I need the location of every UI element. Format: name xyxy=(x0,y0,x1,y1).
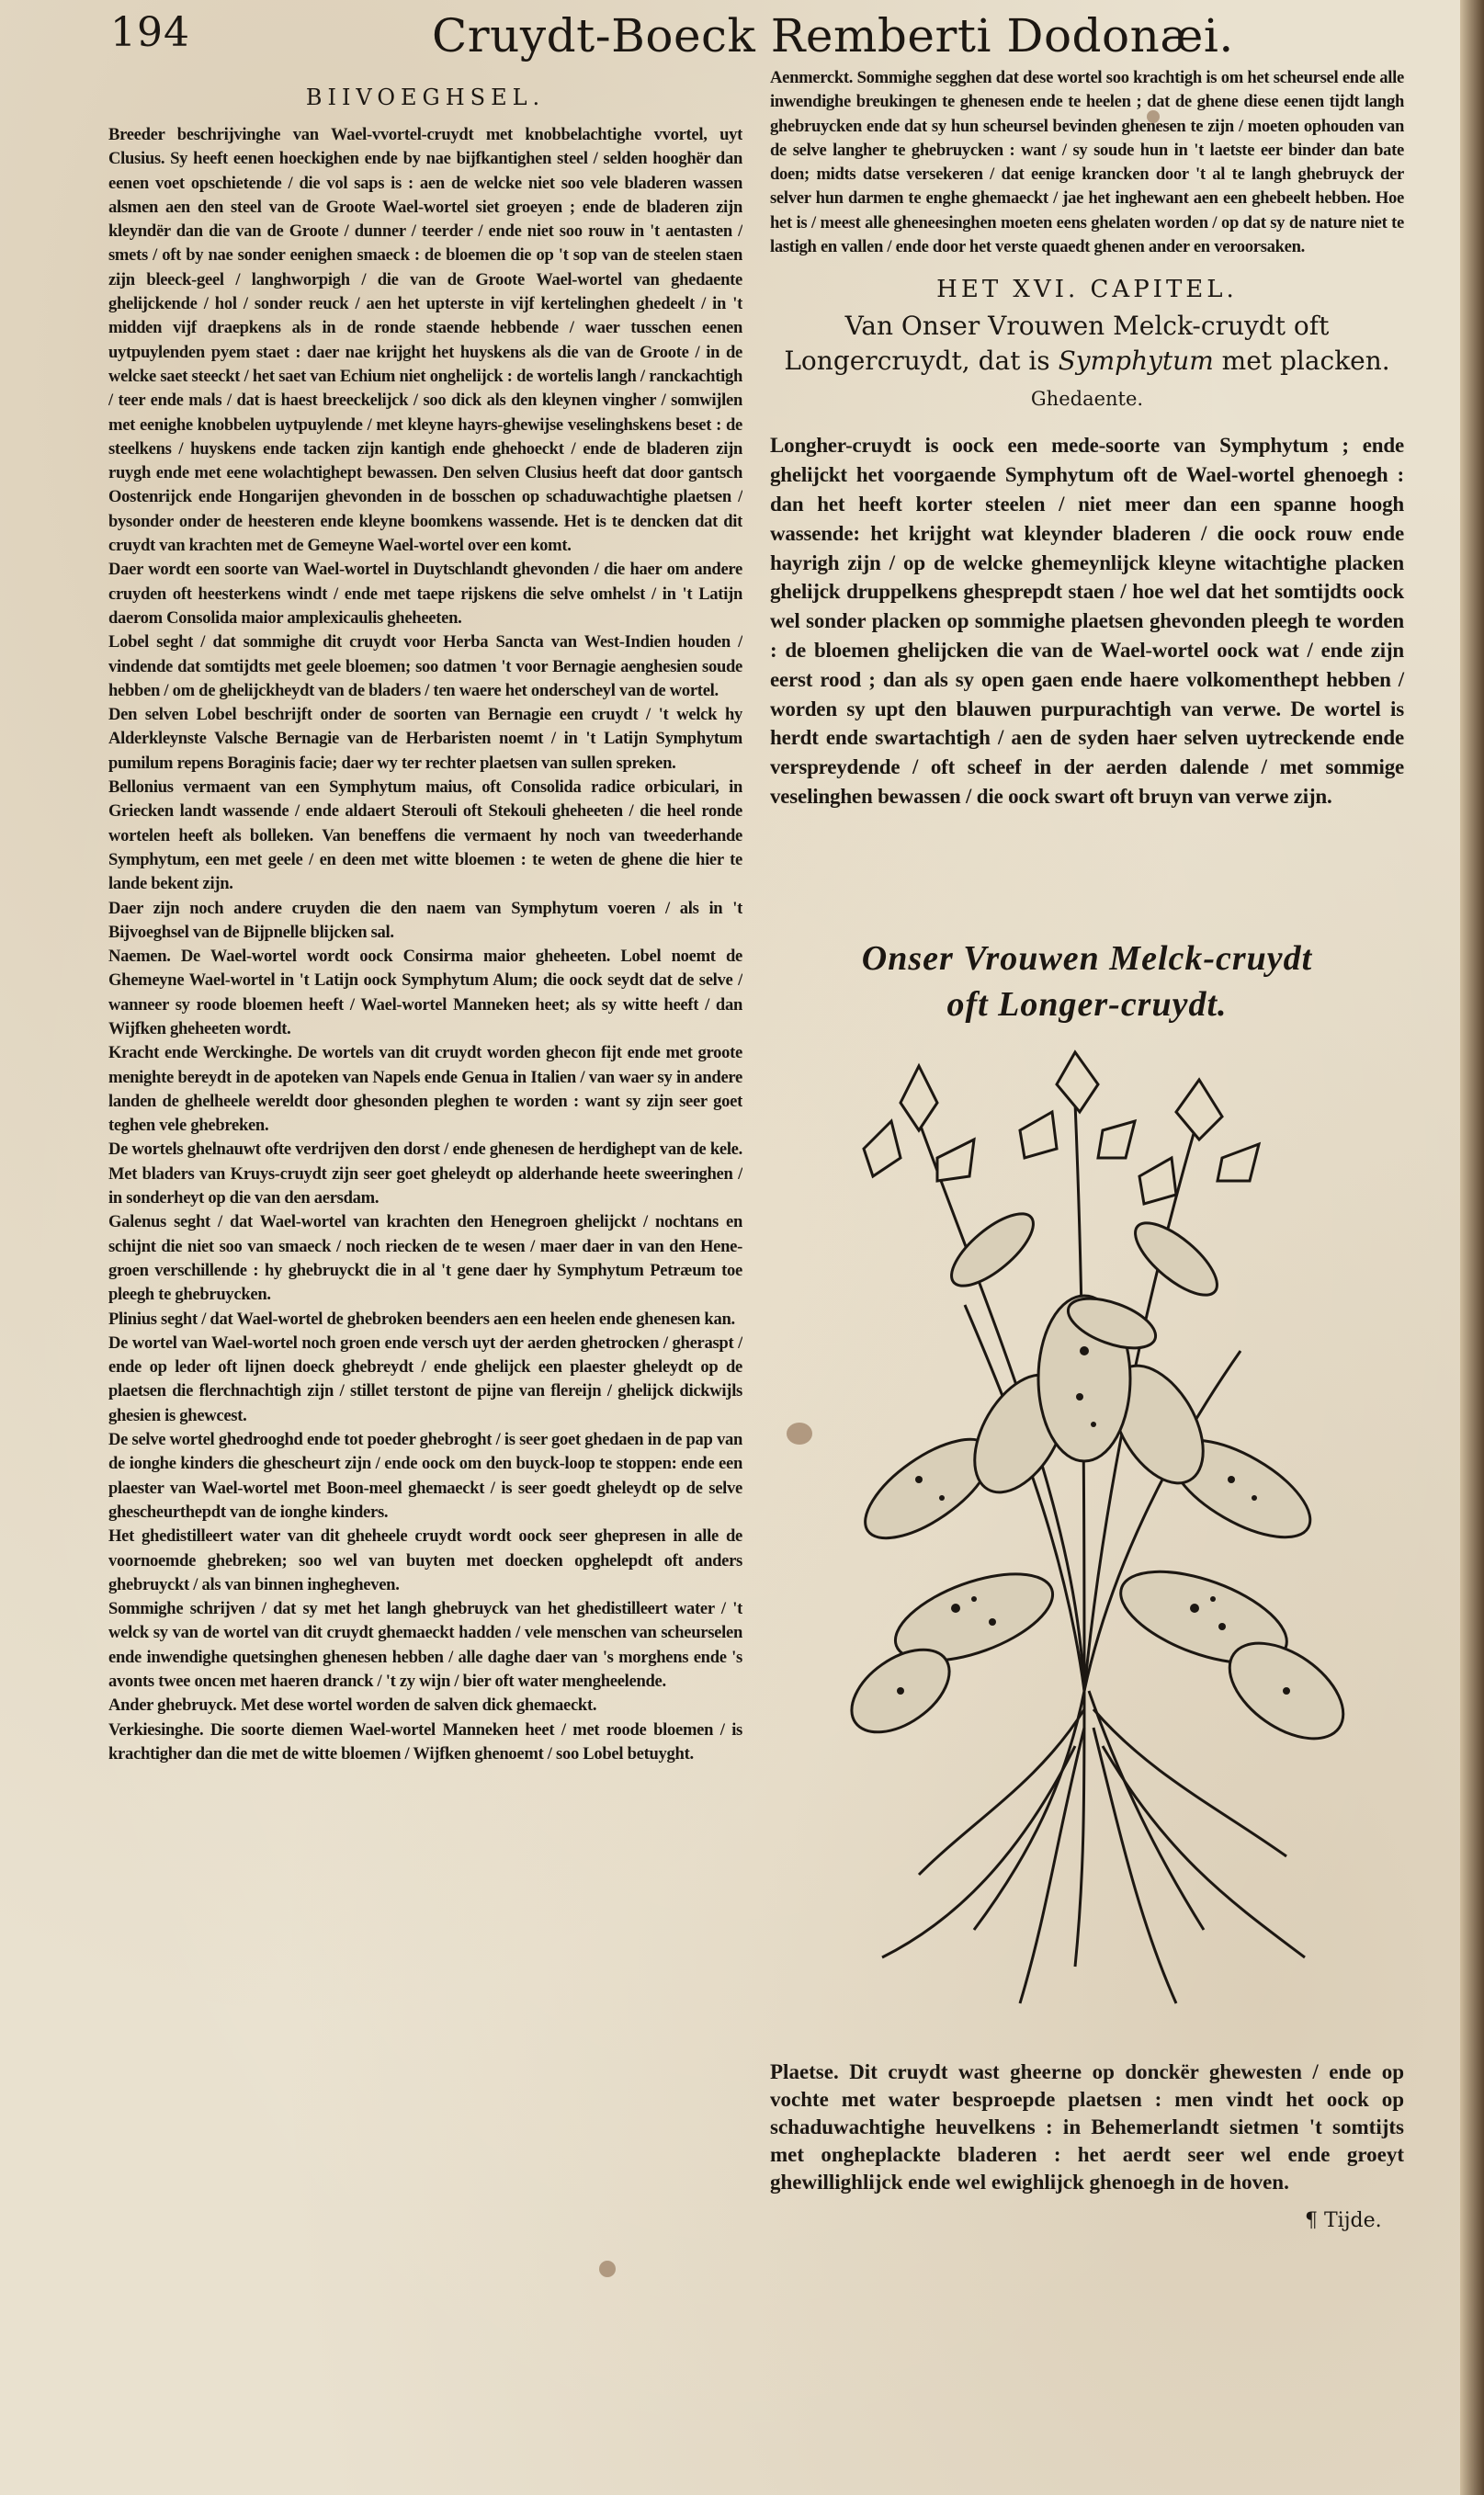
left-paragraph: De wortels ghelnauwt ofte verdrijven den dorst / ende ghenesen de herdighept van de kele. Met bladers van Kruys-cruydt zijn seer goet gheleydt op alderhande heete sweeringhen / in sonderheyt op die van den aersdam. xyxy=(108,1140,742,1208)
chapter-title-end: met placken. xyxy=(1213,346,1390,377)
catchword: ¶ Tijde. xyxy=(1305,2209,1382,2232)
chapter-body: Longher-cruydt is oock een mede-soorte van Symphytum ; ende ghelijckt het voorgaende Symphytum oft de Wael-wortel ghenoegh : dan het heeft korter steelen / niet meer dan een spanne hoogh wassende: het krijght wat kleynder bladeren / die oock rouw ende hayrigh zijn / op de welcke ghemeynlijck kleyne witachtighe placken ghelijck druppelkens ghesprepdt staen / hoe wel dat het somtijdts oock wel sonder placken op sommighe plaetsen ghevonden pleegh te worden : de bloemen ghelijcken die van de Wael-wortel oock wat / ende zijn eerst rood ; dan als sy open gaen ende haere volkomenthept hebben / worden sy upt den blauwen purpurachtigh van verwe. De wortel is herdt ende swartachtigh / aen de syden haer selven uytreckende ende verspreydende / oft scheef in der aerden dalende / met sommige veselinghen bewassen / die oock swart oft bruyn van verwe zijn. xyxy=(770,434,1404,808)
chapter-title xyxy=(770,309,1404,379)
running-title: Cruydt-Boeck Remberti Dodonæi. xyxy=(432,9,1234,62)
left-paragraph: Lobel seght / dat sommighe dit cruydt voor Herba Sancta van West-Indien houden / vindende dat somtijdts met geele bloemen; soo datmen 't voor Bernagie aenghesien soude hebben / om de ghelijckheydt van de bladers / ten waere het onderscheyl van de wortel. xyxy=(108,632,742,700)
figure-caption-line-2: oft Longer-cruydt. xyxy=(946,985,1228,1024)
left-column xyxy=(108,85,742,2327)
left-paragraph: Galenus seght / dat Wael-wortel van krachten den Henegroen ghelijckt / nochtans en schijnt die niet soo van smaeck / noch riecken de te wesen / maer daer in van den Hene-groen verschillende : hy ghebruyckt die in al 't gene daer hy Symphytum Petræum toe pleegh te ghebruycken. xyxy=(108,1212,742,1305)
page-edge xyxy=(1460,0,1484,2495)
left-paragraph: Ander ghebruyck. Met dese wortel worden de salven dick ghemaeckt. xyxy=(108,1695,597,1716)
plant-woodcut-illustration xyxy=(809,1048,1360,2022)
left-paragraph: Sommighe schrijven / dat sy met het langh ghebruyck van het ghedistilleert water / 't welck sy van de wortel van dit cruydt ghemaeckt hadden / vele menschen van scheurselen ende inwendighe quetsinghen ghenesen hebben / alle daghe daer van 's morghens ende 's avonts twee oncen met haeren dranck / 't zy wijn / bier oft water mengheelende. xyxy=(108,1599,742,1691)
left-paragraph: Daer zijn noch andere cruyden die den naem van Symphytum voeren / als in 't Bijvoeghsel van de Bijpnelle blijcken sal. xyxy=(108,898,742,942)
left-paragraph: Het ghedistilleert water van dit gheheele cruydt wordt oock seer ghepresen in alle de voornoemde ghebreken; soo wel van buyten met doecken opghelepdt oft anders ghebruyckt / als van binnen inghegheven. xyxy=(108,1526,742,1594)
section-title: BIIVOEGHSEL. xyxy=(305,85,546,110)
left-paragraph: Naemen. De Wael-wortel wordt oock Consirma maior gheheeten. Lobel noemt de Ghemeyne Wael-wortel in 't Latijn oock Symphytum Alum; die oock seydt dat de selve / wanneer sy roode bloemen heeft / Wael-wortel Manneken heet; als sy witte heeft / dan Wijfken gheheeten wordt. xyxy=(108,947,742,1038)
left-paragraph: De selve wortel ghedrooghd ende tot poeder ghebroght / is seer goet ghedaen in de pap van de ionghe kinders die ghescheurt zijn / ende oock om den buyck-loop te stoppen: ende een plaester van Wael-wortel met Boon-meel ghemaeckt / is seer goedt gheleydt op de selve ghescheurthepdt van de ionghe kinders. xyxy=(108,1430,742,1522)
page-number: 194 xyxy=(110,9,190,56)
left-paragraph: Breeder beschrijvinghe van Wael-vvortel-cruydt met knobbelachtighe vvortel, uyt Clusius. Sy heeft eenen hoeckighen ende by nae bijfkantighen steel / selden hooghër dan eenen voet opschietende / die vol saps is : aen de welcke niet soo vele bladeren wassen alsmen aen den steel van de Groote Wael-wortel siet groeyen ; ende de bladeren zijn kleyndër dan die van de Groote / dunner / teerder / ende niet soo rouw in 't aentasten / smets / oft by nae sonder eenighen smaeck : de bloemen die op 't sop van de steelen staen zijn bleeck-geel / langhworpigh / die van de Groote Wael-wortel van ghedaente ghelijckende / hol / sonder reuck / aen het upterste in vijf kertelinghen ghedeelt / in 't midden vijf draepkens als in de ronde staende hebbende / waer tusschen eenen uytpuylenden pyem staet : daer nae krijght het huyskens als die van de Groote / in de welcke saet steeckt / het saet van Echium niet onghelijck : de wortelis langh / ranckachtigh / teer ende mals / dat is haest breeckelijck / soo dick als den kleynen vingher / somwijlen met eenighe knobbelen uytpuylende / met kleyne hayrs-ghewijse veselinghskens beset : de steelkens / huyskens ende tacken zijn kantigh ende ghehoeckt / ende de bladeren zijn ruygh ende met eene wolachtighept bewassen. Den selven Clusius heeft dat door gantsch Oostenrijck ende Hongarijen ghevonden in de bosschen op schaduwachtighe plaetsen / bysonder onder de heesteren ende kleyne boomkens wassende. Het is te dencken dat dit cruydt van krachten met de Gemeyne Wael-wortel over een komt. xyxy=(108,125,742,556)
left-paragraph: Verkiesinghe. Die soorte diemen Wael-wortel Manneken heet / met roode bloemen / is krachtigher dan die met de witte bloemen / Wijfken ghenoemt / soo Lobel betuyght. xyxy=(108,1719,742,1764)
left-paragraphs xyxy=(108,123,742,1766)
chapter-heading: HET XVI. CAPITEL. xyxy=(936,276,1238,304)
left-paragraph: Plinius seght / dat Wael-wortel de ghebroken beenders aen een heelen ende ghenesen kan. xyxy=(108,1309,735,1329)
figure-caption xyxy=(770,936,1404,1027)
subheading: Ghedaente. xyxy=(1030,388,1144,411)
left-paragraph: Daer wordt een soorte van Wael-wortel in Duytschlandt ghevonden / die haer om andere cruyden oft heesterkens windt / ende met taepe rijskens die selve omhelst / in 't Latijn daerom Consolida maior amplexicaulis gheheeten. xyxy=(108,560,742,628)
chapter-title-latin: Symphytum xyxy=(1058,346,1214,377)
left-paragraph: Bellonius vermaent van een Symphytum maius, oft Consolida radice orbiculari, in Griecken landt wassende / ende aldaert Sterouli oft Stekouli gheheeten / die heel ronde wortelen heeft als bolleken. Van beneffens die vermaent hy noch van tweederhande Symphytum, een met geele / en deen met witte bloemen : te weten de ghene die hier te lande bekent zijn. xyxy=(108,777,742,894)
chapter-title-text: Van Onser Vrouwen Melck-cruydt oft Longercruydt, dat is xyxy=(784,311,1330,377)
figure-caption-line-1: Onser Vrouwen Melck-cruydt xyxy=(861,939,1313,978)
right-column xyxy=(770,66,1404,833)
left-paragraph: Den selven Lobel beschrijft onder de soorten van Bernagie een cruydt / 't welck hy Alderkleynste Valsche Bernagie van de Herbaristen noemt / in 't Latijn Symphytum pumilum repens Boraginis facie; daer wy ter rechter plaetsen van sullen spreken. xyxy=(108,705,742,773)
place-paragraph: Plaetse. Dit cruydt wast gheerne op donckër ghewesten / ende op vochte met water besproepde plaetsen : men vindt het oock op schaduwachtighe heuvelkens : in Behemerlandt sietmen 't somtijts met ongheplackte bladeren : het aerdt seer wel ende groeyt ghewillighlijck ende wel ewighlijck ghenoegh in de hoven. xyxy=(770,2060,1404,2194)
annotation-paragraph: Aenmerckt. Sommighe segghen dat dese wortel soo krachtigh is om het scheursel ende alle inwendighe breukingen te ghenesen ende te heelen ; dat de ghene diese eenen tijdt langh ghebruycken ende dat sy hun scheursel bevinden ghenesen te zijn / moeten ophouden van de selve langher te ghebruycken : want / sy soude hun in 't laetste eer binder dan bate doen; midts datse versekeren / dat eenige krancken door 't al te langh ghebruyck der selver hun darmen te enghe ghemaeckt / jae het inghewant aen een ghebeelt hebben. Hoe het is / meest alle gheneesinghen moeten eens ghelaten worden / op dat sy de nature niet te lastigh en vallen / ende door het verste quaedt ghenen ander en veroorsaken. xyxy=(770,68,1404,257)
left-paragraph: Kracht ende Werckinghe. De wortels van dit cruydt worden ghecon fijt ende met groote menighte bereydt in de apoteken van Napels ende Genua in Italien / van waer sy in andere landen de ghelheele wereldt door ghesonden pleghen te worden : want sy zijn seer goet teghen vele ghebreken. xyxy=(108,1043,742,1136)
left-paragraph: De wortel van Wael-wortel noch groen ende versch uyt der aerden ghetrocken / gheraspt / ende op leder oft lijnen doeck ghebreydt / ende ghelijck een plaester gheleydt op de plaetsen die flerchnachtigh zijn / stillet terstont de pijne van flereijn / ghelijck dickwijls ghesien is ghewcest. xyxy=(108,1333,742,1425)
running-head xyxy=(110,9,1397,64)
